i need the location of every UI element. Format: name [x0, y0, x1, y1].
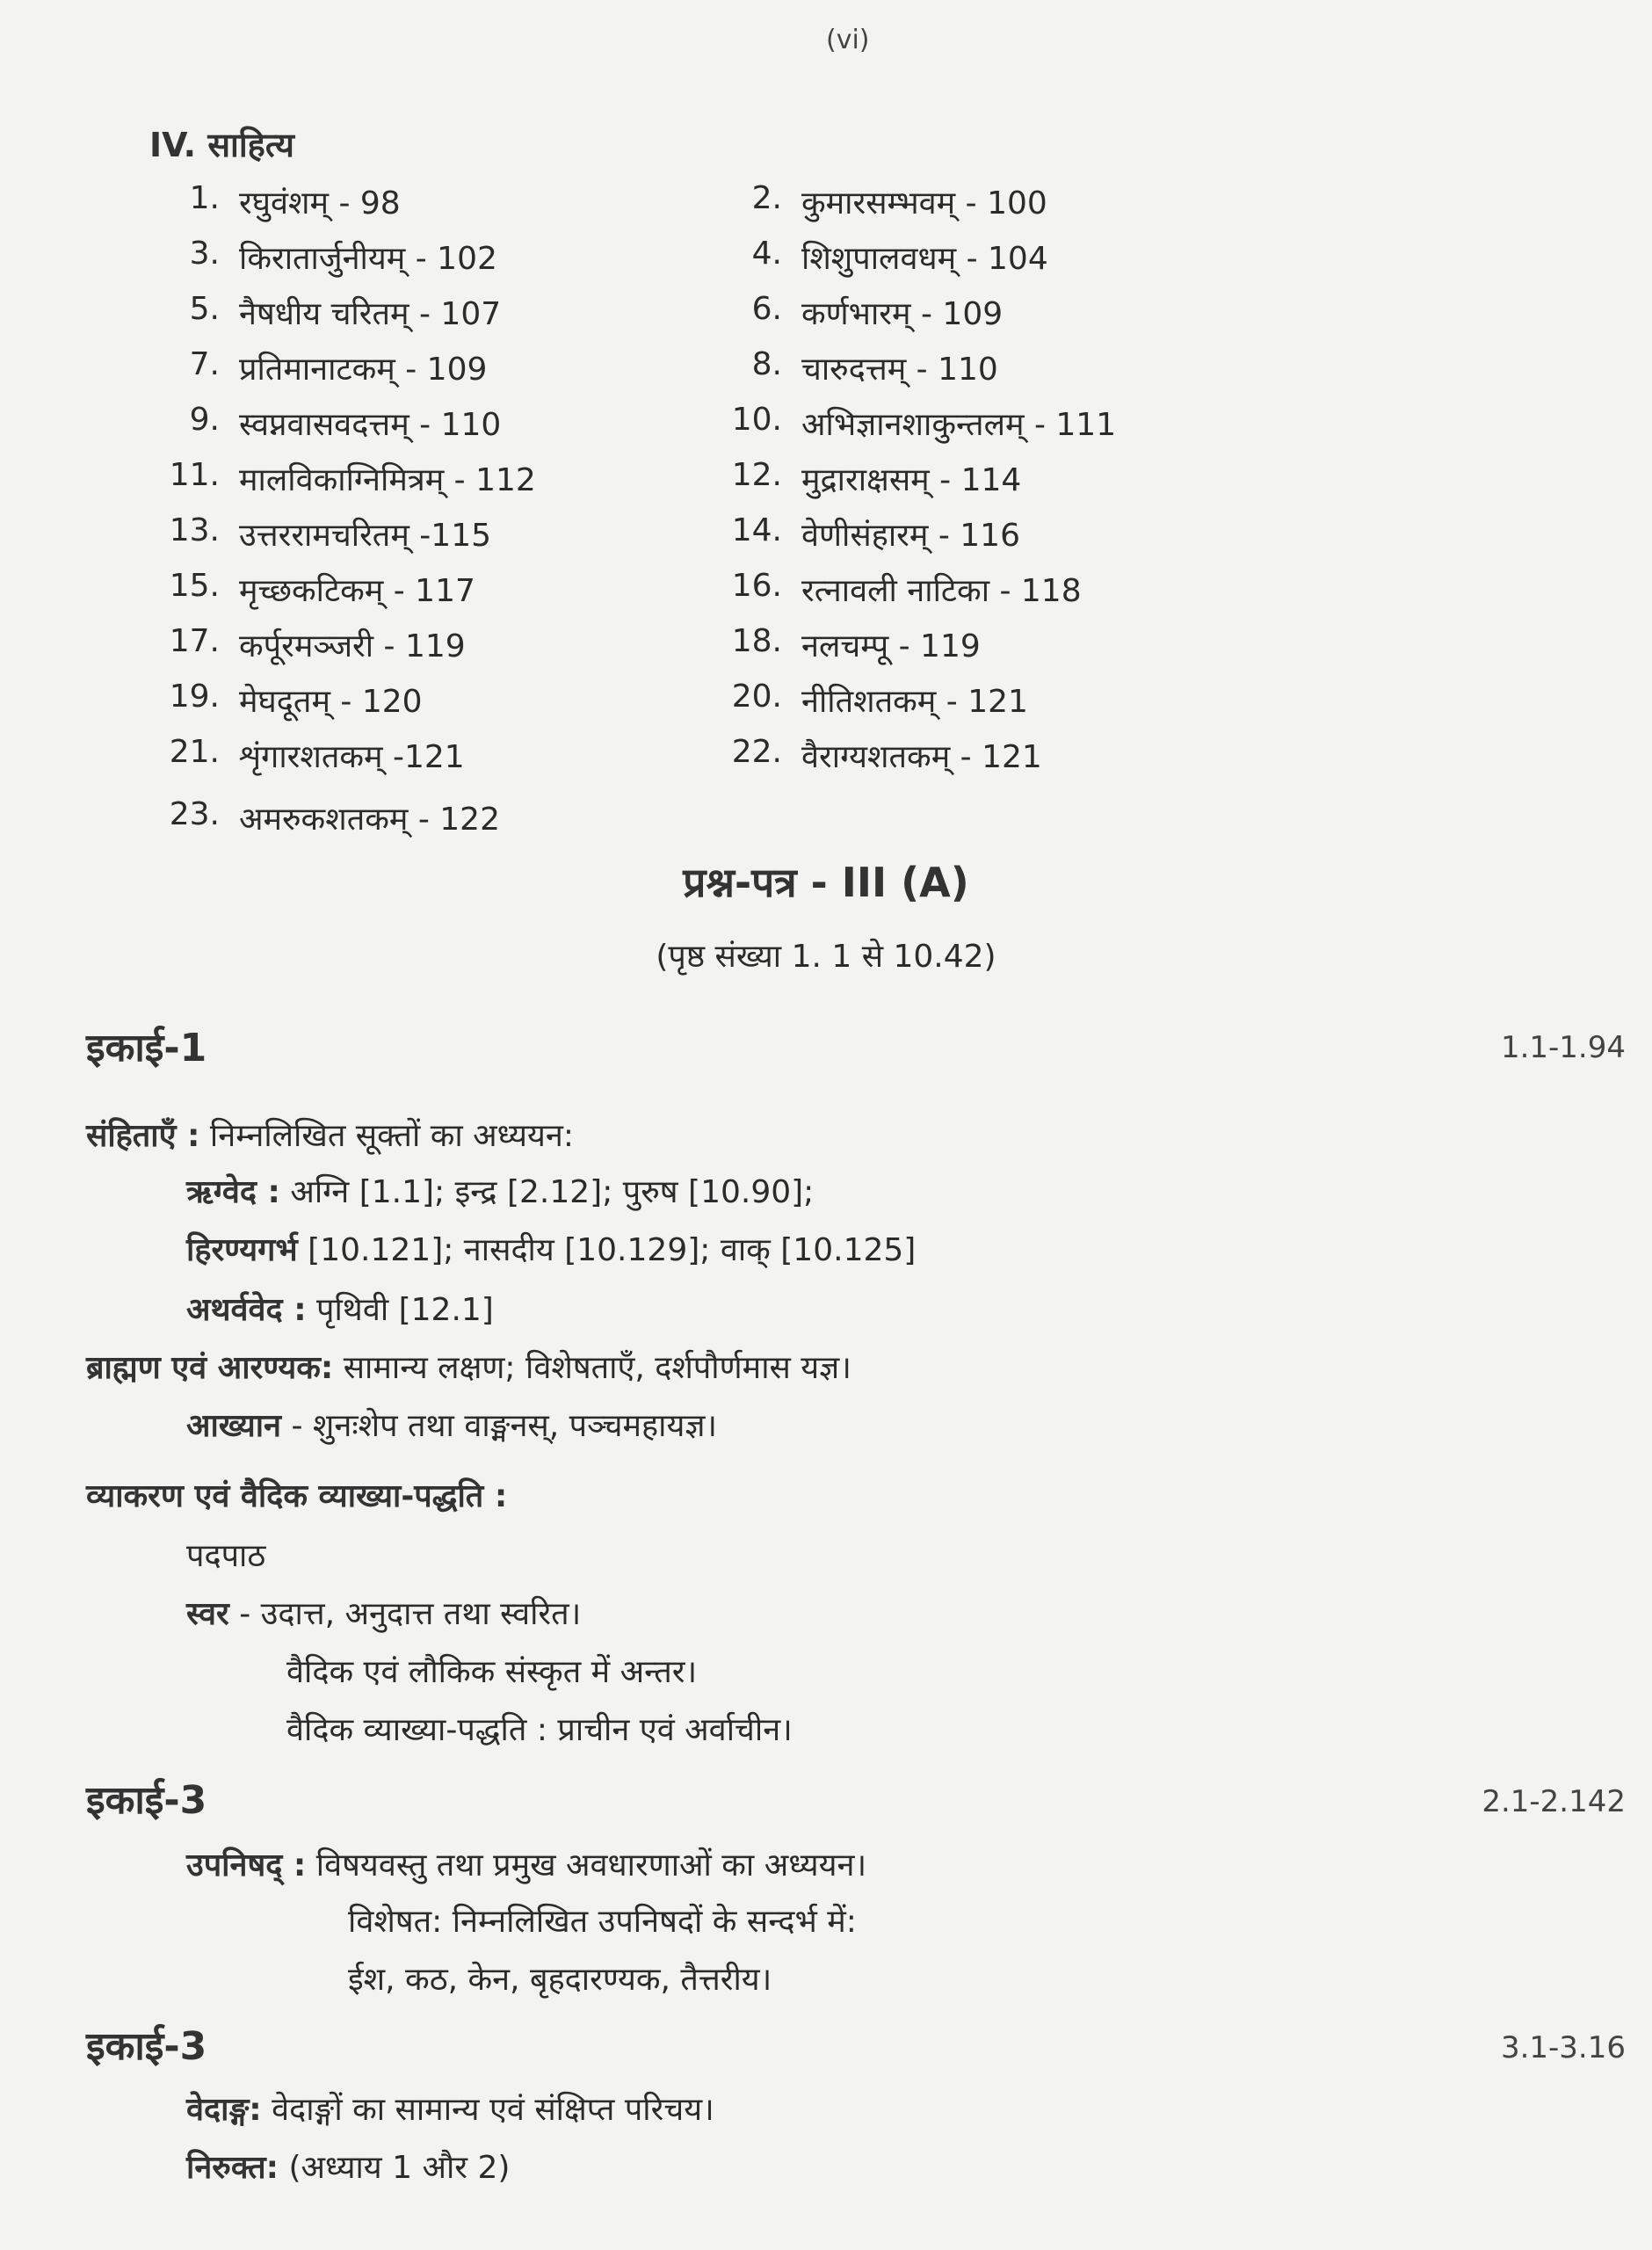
list-item-text: कुमारसम्भवम् - 100 — [801, 185, 1047, 221]
list-item-text: रत्नावली नाटिका - 118 — [801, 573, 1082, 609]
vedanga-text: वेदाङ्गों का सामान्य एवं संक्षिप्त परिचय। — [261, 2092, 714, 2128]
list-item-number: 19. — [169, 679, 220, 715]
list-item-number: 9. — [189, 402, 220, 438]
list-item-number: 6. — [751, 291, 782, 327]
list-item-text: नलचम्पू - 119 — [801, 628, 981, 664]
list-item-number: 14. — [731, 512, 782, 548]
svara-line — [186, 1591, 581, 1634]
list-item — [712, 457, 1021, 500]
akhyana-text: - शुनःशेप तथा वाङ्मनस्, पञ्चमहायज्ञ। — [281, 1408, 718, 1444]
list-item-text: उत्तररामचरितम् -115 — [239, 518, 492, 554]
nirukta-label: निरुक्त: — [186, 2150, 279, 2186]
list-item-text: अमरुकशतकम् - 122 — [239, 802, 500, 838]
rigveda-line — [186, 1169, 814, 1212]
list-item-text: शिशुपालवधम् - 104 — [801, 241, 1048, 277]
list-item-number: 12. — [731, 457, 782, 493]
list-item-text: वेणीसंहारम् - 116 — [801, 518, 1020, 554]
rigveda-label: ऋग्वेद : — [186, 1174, 280, 1210]
upanishad-label: उपनिषद् : — [186, 1847, 307, 1883]
list-item-number: 16. — [731, 568, 782, 604]
list-item — [712, 291, 1003, 334]
list-item-number: 20. — [731, 679, 782, 715]
list-item — [149, 457, 536, 500]
list-item-text: मालविकाग्निमित्रम् - 112 — [239, 462, 536, 498]
list-item — [149, 236, 497, 279]
svara-text: - उदात्त, अनुदात्त तथा स्वरित। — [228, 1596, 582, 1632]
list-item — [712, 568, 1082, 611]
unit1-pages: 1.1-1.94 — [1500, 1030, 1626, 1065]
list-item-text: चारुदत्तम् - 110 — [801, 352, 998, 388]
list-item — [149, 568, 475, 611]
list-item — [149, 734, 465, 777]
list-item-number: 3. — [189, 236, 220, 272]
list-item-text: स्वप्नवासवदत्तम् - 110 — [239, 407, 502, 443]
list-item — [149, 623, 466, 666]
brahmana-label: ब्राह्मण एवं आरण्यक: — [86, 1350, 334, 1386]
list-item-number: 13. — [169, 512, 220, 548]
list-item-text: अभिज्ञानशाकुन्तलम् - 111 — [801, 407, 1117, 443]
list-item-text: मुद्राराक्षसम् - 114 — [801, 462, 1022, 498]
list-item-text: कर्पूरमञ्जरी - 119 — [239, 628, 466, 664]
list-item-number: 7. — [189, 346, 220, 382]
unit3-pages: 3.1-3.16 — [1500, 2030, 1626, 2065]
upanishad-list-line: ईश, कठ, केन, बृहदारण्यक, तैत्तरीय। — [348, 1962, 772, 1998]
list-item — [712, 623, 981, 666]
samhita-line — [86, 1113, 574, 1156]
padapatha-label: पदपाठ — [186, 1538, 266, 1574]
page-number: (vi) — [826, 25, 870, 55]
atharvaveda-text: पृथिवी [12.1] — [306, 1292, 494, 1328]
list-item — [712, 734, 1042, 777]
list-item-number: 8. — [751, 346, 782, 382]
atharvaveda-label: अथर्ववेद : — [186, 1292, 307, 1328]
vyakarana-heading: व्याकरण एवं वैदिक व्याख्या-पद्धति : — [86, 1478, 508, 1514]
list-item-number: 11. — [169, 457, 220, 493]
list-item — [712, 180, 1047, 223]
list-item-number: 22. — [731, 734, 782, 770]
list-item-number: 1. — [189, 180, 220, 216]
list-item-number: 2. — [751, 180, 782, 216]
list-item — [712, 346, 998, 389]
unit3-heading: इकाई-3 — [86, 2024, 207, 2069]
list-item-number: 15. — [169, 568, 220, 604]
list-item-text: किरातार्जुनीयम् - 102 — [239, 241, 497, 277]
vedanga-label: वेदाङ्ग: — [186, 2092, 262, 2128]
paddhati-line: वैदिक व्याख्या-पद्धति : प्राचीन एवं अर्वाचीन। — [286, 1712, 793, 1748]
rigveda-text: अग्नि [1.1]; इन्द्र [2.12]; पुरुष [10.90]; — [279, 1174, 815, 1210]
list-item — [712, 512, 1020, 555]
list-item-text: शृंगारशतकम् -121 — [239, 739, 465, 775]
nirukta-line — [186, 2145, 510, 2188]
list-item-text: नैषधीय चरितम् - 107 — [239, 296, 502, 332]
list-item-number: 4. — [751, 236, 782, 272]
list-item — [149, 346, 487, 389]
list-item-number: 10. — [731, 402, 782, 438]
brahmana-text: सामान्य लक्षण; विशेषताएँ, दर्शपौर्णमास यज्ञ। — [333, 1350, 851, 1386]
brahmana-line — [86, 1345, 851, 1388]
list-item-text: प्रतिमानाटकम् - 109 — [239, 352, 488, 388]
list-item-number: 21. — [169, 734, 220, 770]
unit1-heading: इकाई-1 — [86, 1026, 207, 1071]
section-title: IV. साहित्य — [149, 126, 294, 164]
list-item-text: मेघदूतम् - 120 — [239, 684, 423, 720]
samhita-label: संहिताएँ : — [86, 1118, 200, 1154]
antar-line: वैदिक एवं लौकिक संस्कृत में अन्तर। — [286, 1654, 698, 1690]
upanishad-line — [186, 1842, 866, 1885]
list-item — [712, 236, 1048, 279]
list-item — [149, 402, 501, 445]
list-item-text: रघुवंशम् - 98 — [239, 185, 401, 221]
paper-page-range: (पृष्ठ संख्या 1. 1 से 10.42) — [656, 939, 996, 975]
akhyana-label: आख्यान — [186, 1408, 282, 1444]
paper-title: प्रश्न-पत्र - III (A) — [683, 859, 969, 906]
list-item-number: 18. — [731, 623, 782, 659]
atharvaveda-line — [186, 1287, 494, 1330]
list-item — [149, 291, 501, 334]
list-item-text: कर्णभारम् - 109 — [801, 296, 1004, 332]
nirukta-text: (अध्याय 1 और 2) — [279, 2150, 511, 2186]
list-item — [712, 679, 1028, 722]
list-item — [712, 402, 1116, 445]
hiranyagarbha-line — [186, 1227, 916, 1270]
upanishad-text: विषयवस्तु तथा प्रमुख अवधारणाओं का अध्ययन। — [306, 1847, 867, 1883]
list-item-number: 5. — [189, 291, 220, 327]
unit2-heading: इकाई-3 — [86, 1778, 207, 1823]
visheshat-line: विशेषत: निम्नलिखित उपनिषदों के सन्दर्भ में: — [348, 1904, 857, 1940]
list-item-text: वैराग्यशतकम् - 121 — [801, 739, 1042, 775]
list-item — [149, 796, 500, 839]
vedanga-line — [186, 2087, 714, 2130]
svara-label: स्वर — [186, 1596, 229, 1632]
list-item-text: मृच्छकटिकम् - 117 — [239, 573, 475, 609]
list-item — [149, 512, 491, 555]
list-item — [149, 679, 423, 722]
akhyana-line — [186, 1403, 717, 1446]
hiranyagarbha-text: [10.121]; नासदीय [10.129]; वाक् [10.125] — [297, 1232, 917, 1268]
list-item-number: 23. — [169, 796, 220, 832]
samhita-text: निम्नलिखित सूक्तों का अध्ययन: — [199, 1118, 575, 1154]
hiranyagarbha-label: हिरण्यगर्भ — [186, 1232, 298, 1268]
list-item-text: नीतिशतकम् - 121 — [801, 684, 1028, 720]
list-item — [149, 180, 401, 223]
list-item-number: 17. — [169, 623, 220, 659]
unit2-pages: 2.1-2.142 — [1482, 1784, 1626, 1819]
